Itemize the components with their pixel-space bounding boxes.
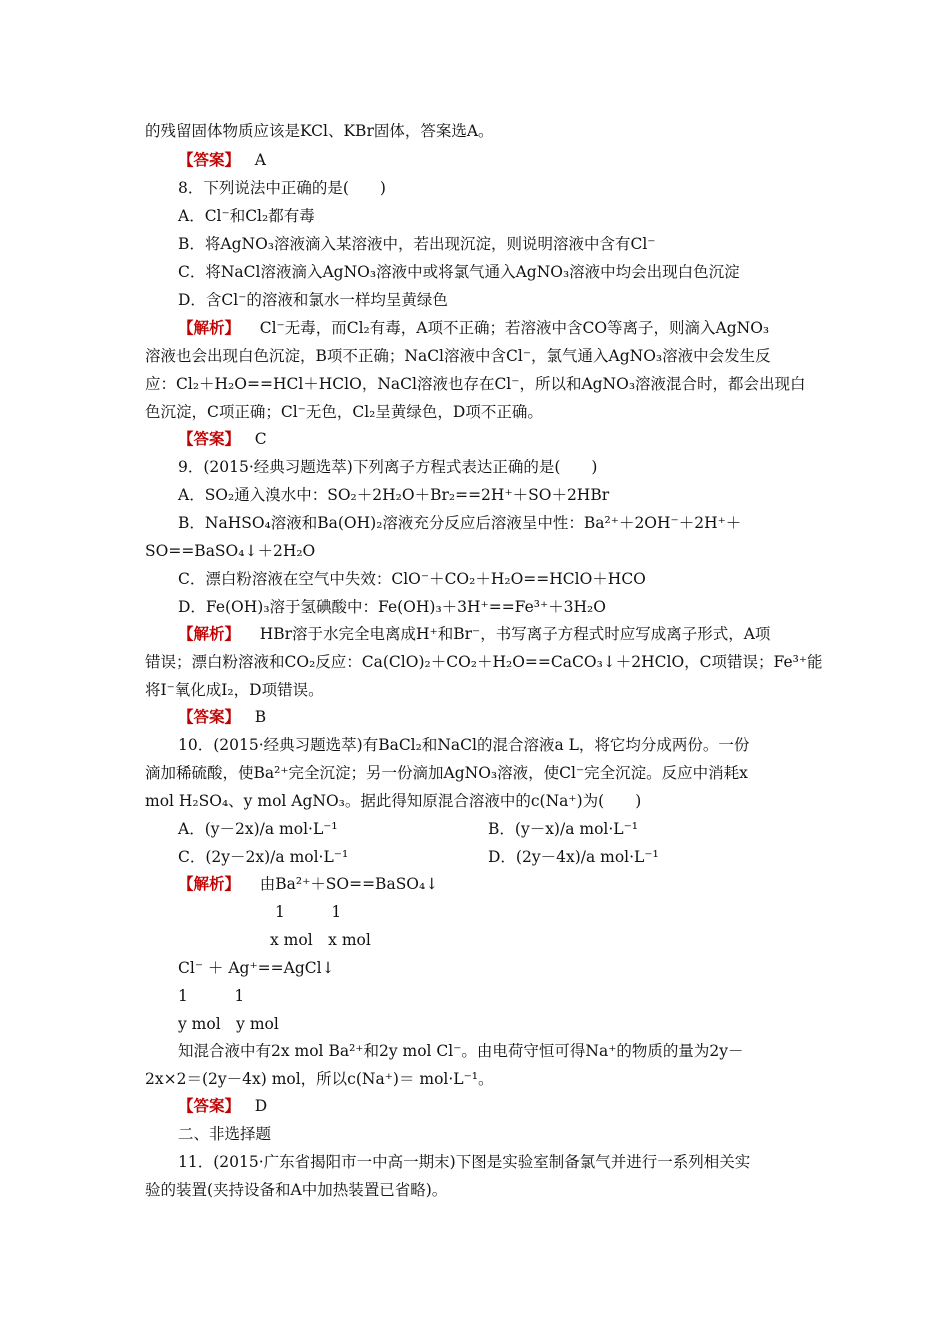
question-stem-cont: 验的装置(夹持设备和A中加热装置已省略)。 bbox=[145, 1181, 448, 1199]
equation-moles: x mol x mol bbox=[270, 931, 371, 949]
analysis-text: Cl⁻无毒，而Cl₂有毒，A项不正确；若溶液中含CO等离子，则滴入AgNO₃ bbox=[259, 319, 770, 337]
analysis-label: 【解析】 bbox=[178, 319, 241, 337]
answer-value: D bbox=[254, 1097, 268, 1115]
option-a: A．(y－2x)/a mol·L⁻¹ bbox=[178, 820, 338, 838]
option-b: B．NaHSO₄溶液和Ba(OH)₂溶液充分反应后溶液呈中性：Ba²⁺＋2OH⁻＋2H⁺＋ bbox=[178, 514, 742, 532]
answer-label: 【答案】 bbox=[178, 430, 241, 448]
equation-moles: y mol y mol bbox=[178, 1015, 279, 1033]
question-stem-cont: mol H₂SO₄、y mol AgNO₃。据此得知原混合溶液中的c(Na⁺)为( ) bbox=[145, 792, 642, 810]
option-d: D．(2y－4x)/a mol·L⁻¹ bbox=[488, 848, 659, 866]
question-stem: 10．(2015·经典习题选萃)有BaCl₂和NaCl的混合溶液a L，将它均分成两份。一份 bbox=[178, 736, 750, 754]
answer-label: 【答案】 bbox=[178, 1097, 241, 1115]
option-c: C．漂白粉溶液在空气中失效：ClO⁻＋CO₂＋H₂O==HClO＋HCO bbox=[178, 570, 646, 588]
analysis-text: 色沉淀，C项正确；Cl⁻无色，Cl₂呈黄绿色，D项不正确。 bbox=[145, 403, 543, 421]
analysis-label: 【解析】 bbox=[178, 875, 241, 893]
option-a: A．Cl⁻和Cl₂都有毒 bbox=[178, 207, 315, 225]
answer-value: C bbox=[254, 430, 267, 448]
question-stem: 11．(2015·广东省揭阳市一中高一期末)下图是实验室制备氯气并进行一系列相关实 bbox=[178, 1153, 751, 1171]
option-b: B．(y－x)/a mol·L⁻¹ bbox=[488, 820, 638, 838]
equation-coefficients: 1 1 bbox=[178, 987, 245, 1005]
text-line: 的残留固体物质应该是KCl、KBr固体，答案选A。 bbox=[145, 122, 494, 140]
analysis-text: 应：Cl₂＋H₂O==HCl＋HClO，NaCl溶液也存在Cl⁻，所以和AgNO₃溶液混合时，都会出现白 bbox=[145, 375, 806, 393]
answer-line bbox=[178, 150, 266, 170]
answer-line bbox=[178, 429, 267, 449]
question-stem: 9．(2015·经典习题选萃)下列离子方程式表达正确的是( ) bbox=[178, 458, 598, 476]
analysis-line bbox=[178, 318, 769, 338]
question-stem: 8．下列说法中正确的是( ) bbox=[178, 179, 386, 197]
analysis-text: 将I⁻氧化成I₂，D项错误。 bbox=[145, 681, 324, 699]
answer-line bbox=[178, 1096, 267, 1116]
analysis-text: 知混合液中有2x mol Ba²⁺和2y mol Cl⁻。由电荷守恒可得Na⁺的物质的量为2y－ bbox=[178, 1042, 744, 1060]
option-c: C．将NaCl溶液滴入AgNO₃溶液中或将氯气通入AgNO₃溶液中均会出现白色沉淀 bbox=[178, 263, 740, 281]
analysis-line bbox=[178, 874, 438, 894]
option-c: C．(2y－2x)/a mol·L⁻¹ bbox=[178, 848, 349, 866]
analysis-text: HBr溶于水完全电离成H⁺和Br⁻，书写离子方程式时应写成离子形式，A项 bbox=[259, 625, 771, 643]
analysis-text: 溶液也会出现白色沉淀，B项不正确；NaCl溶液中含Cl⁻，氯气通入AgNO₃溶液中会发生反 bbox=[145, 347, 771, 365]
option-b: B．将AgNO₃溶液滴入某溶液中，若出现沉淀，则说明溶液中含有Cl⁻ bbox=[178, 235, 656, 253]
option-a: A．SO₂通入溴水中：SO₂＋2H₂O＋Br₂==2H⁺＋SO＋2HBr bbox=[178, 486, 610, 504]
option-d: D．含Cl⁻的溶液和氯水一样均呈黄绿色 bbox=[178, 291, 448, 309]
option-d: D．Fe(OH)₃溶于氢碘酸中：Fe(OH)₃＋3H⁺==Fe³⁺＋3H₂O bbox=[178, 598, 606, 616]
option-b-cont: SO==BaSO₄↓＋2H₂O bbox=[145, 542, 316, 560]
analysis-text: 错误；漂白粉溶液和CO₂反应：Ca(ClO)₂＋CO₂＋H₂O==CaCO₃↓＋2HClO，C项错误；Fe³⁺能 bbox=[145, 653, 823, 671]
equation-coefficients: 1 1 bbox=[275, 903, 342, 921]
answer-line bbox=[178, 707, 266, 727]
answer-label: 【答案】 bbox=[178, 708, 241, 726]
equation: 由Ba²⁺＋SO==BaSO₄↓ bbox=[259, 875, 439, 893]
analysis-line bbox=[178, 624, 770, 644]
analysis-label: 【解析】 bbox=[178, 625, 241, 643]
answer-value: A bbox=[254, 151, 266, 169]
question-stem-cont: 滴加稀硫酸，使Ba²⁺完全沉淀；另一份滴加AgNO₃溶液，使Cl⁻完全沉淀。反应中消耗x bbox=[145, 764, 748, 782]
equation: Cl⁻ ＋ Ag⁺==AgCl↓ bbox=[178, 959, 335, 977]
analysis-text: 2x×2＝(2y－4x) mol，所以c(Na⁺)＝ mol·L⁻¹。 bbox=[145, 1070, 494, 1088]
section-heading: 二、非选择题 bbox=[178, 1125, 272, 1143]
answer-label: 【答案】 bbox=[178, 151, 241, 169]
answer-value: B bbox=[254, 708, 267, 726]
